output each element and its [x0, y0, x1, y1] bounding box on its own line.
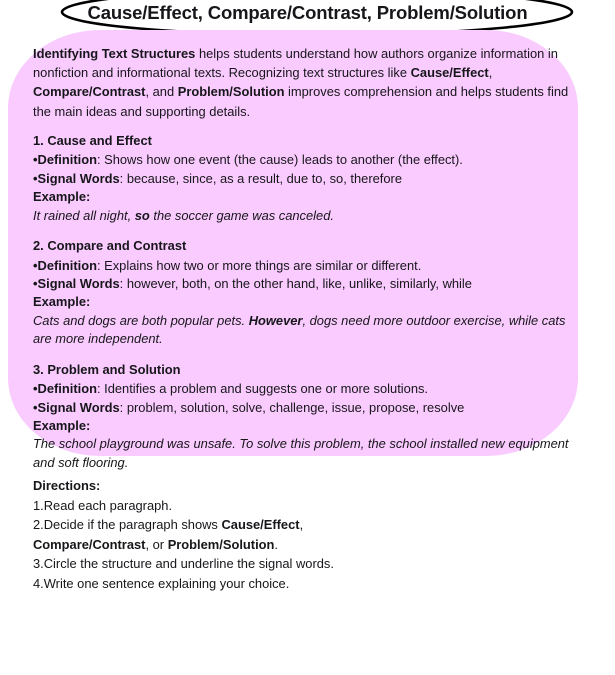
example-post: , dogs need more outdoor exercise, while cats are more independent. [33, 312, 566, 347]
section-signal-words-line [33, 275, 571, 293]
intro-part-3: , and [145, 84, 178, 100]
example-sentence [33, 312, 571, 349]
directions-block [33, 476, 363, 594]
page-title: Cause/Effect, Compare/Contrast, Problem/Solution [87, 2, 528, 23]
step2-sep-1: , [299, 517, 304, 533]
colon-separator: : [96, 257, 105, 273]
intro-term-problem-solution: Problem/Solution [177, 84, 285, 100]
step2-pre: 2.Decide if the paragraph shows [33, 517, 222, 533]
bullet-icon: • [33, 276, 38, 292]
example-signal-word: so [134, 207, 150, 223]
signal-words-text: because, since, as a result, due to, so, therefore [126, 170, 402, 186]
example-label: Example [33, 294, 87, 310]
step2-term-problem-solution: Problem/Solution [167, 536, 275, 552]
definition-text: Identifies a problem and suggests one or more solutions. [104, 381, 429, 397]
lesson-content [33, 44, 571, 472]
example-label: Example [33, 189, 87, 205]
example-pre: It rained all night, [33, 207, 135, 223]
example-sentence [33, 207, 571, 225]
colon-separator: : [96, 381, 105, 397]
title-banner [0, 0, 615, 34]
signal-words-label: Signal Words [37, 276, 120, 292]
colon-separator: : [96, 152, 105, 168]
signal-words-label: Signal Words [37, 399, 120, 415]
example-label-line: Example: [33, 418, 91, 434]
directions-title: Directions: [33, 478, 101, 493]
bullet-icon: • [33, 170, 38, 186]
colon-separator: : [119, 276, 127, 292]
step2-term-cause-effect: Cause/Effect [221, 517, 300, 533]
example-post: the soccer game was canceled. [149, 207, 334, 223]
example-signal-word: However [248, 312, 303, 328]
colon-separator: : [119, 170, 127, 186]
definition-label: Definition [37, 152, 97, 168]
colon-separator: : [119, 399, 127, 415]
intro-term-compare-contrast: Compare/Contrast [33, 84, 146, 100]
intro-part-2: , [488, 65, 493, 81]
section-signal-words-line [33, 170, 571, 188]
example-pre: The school playground was unsafe. To solve this problem, the school installed new equipment and soft flooring. [33, 436, 569, 470]
intro-lead-bold: Identifying Text Structures [33, 46, 196, 61]
bullet-icon: • [33, 152, 38, 168]
example-sentence [33, 435, 571, 472]
signal-words-text: however, both, on the other hand, like, unlike, similarly, while [126, 276, 472, 292]
step2-term-compare-contrast: Compare/Contrast [33, 536, 146, 552]
definition-text: Shows how one event (the cause) leads to another (the effect). [104, 152, 463, 168]
intro-part-4: improves comprehension and helps students find the main ideas and supporting details. [33, 84, 569, 119]
section-definition-line [33, 151, 571, 169]
definition-text: Explains how two or more things are similar or different. [104, 257, 422, 273]
section-definition-line [33, 380, 571, 398]
bullet-icon: • [33, 257, 38, 273]
text-structure-section [33, 237, 571, 349]
bullet-icon: • [33, 399, 38, 415]
example-label-line: Example: [33, 189, 91, 205]
intro-term-cause-effect: Cause/Effect [410, 65, 489, 81]
section-heading: 2. Compare and Contrast [33, 238, 187, 254]
directions-step-2 [33, 515, 363, 554]
intro-part-1: helps students understand how authors organize information in nonfiction and informational texts. Recognizing text structures like [33, 46, 558, 81]
signal-words-label: Signal Words [37, 170, 120, 186]
example-pre: Cats and dogs are both popular pets. [33, 312, 249, 328]
example-label: Example [33, 418, 87, 434]
section-signal-words-line [33, 399, 571, 417]
bullet-icon: • [33, 381, 38, 397]
text-structure-section [33, 361, 571, 473]
directions-step-3: 3.Circle the structure and underline the signal words. [33, 556, 334, 572]
definition-label: Definition [37, 257, 97, 273]
section-heading: 1. Cause and Effect [33, 132, 152, 148]
directions-step-1: 1.Read each paragraph. [33, 497, 173, 513]
section-heading: 3. Problem and Solution [33, 361, 181, 377]
intro-paragraph [33, 44, 571, 121]
signal-words-text: problem, solution, solve, challenge, issue, propose, resolve [126, 399, 465, 415]
step2-end: . [274, 536, 278, 552]
definition-label: Definition [37, 381, 97, 397]
directions-step-4: 4.Write one sentence explaining your choice. [33, 575, 290, 591]
text-structure-section [33, 132, 571, 225]
step2-sep-2: , or [145, 536, 168, 552]
section-definition-line [33, 257, 571, 275]
example-label-line: Example: [33, 294, 91, 310]
